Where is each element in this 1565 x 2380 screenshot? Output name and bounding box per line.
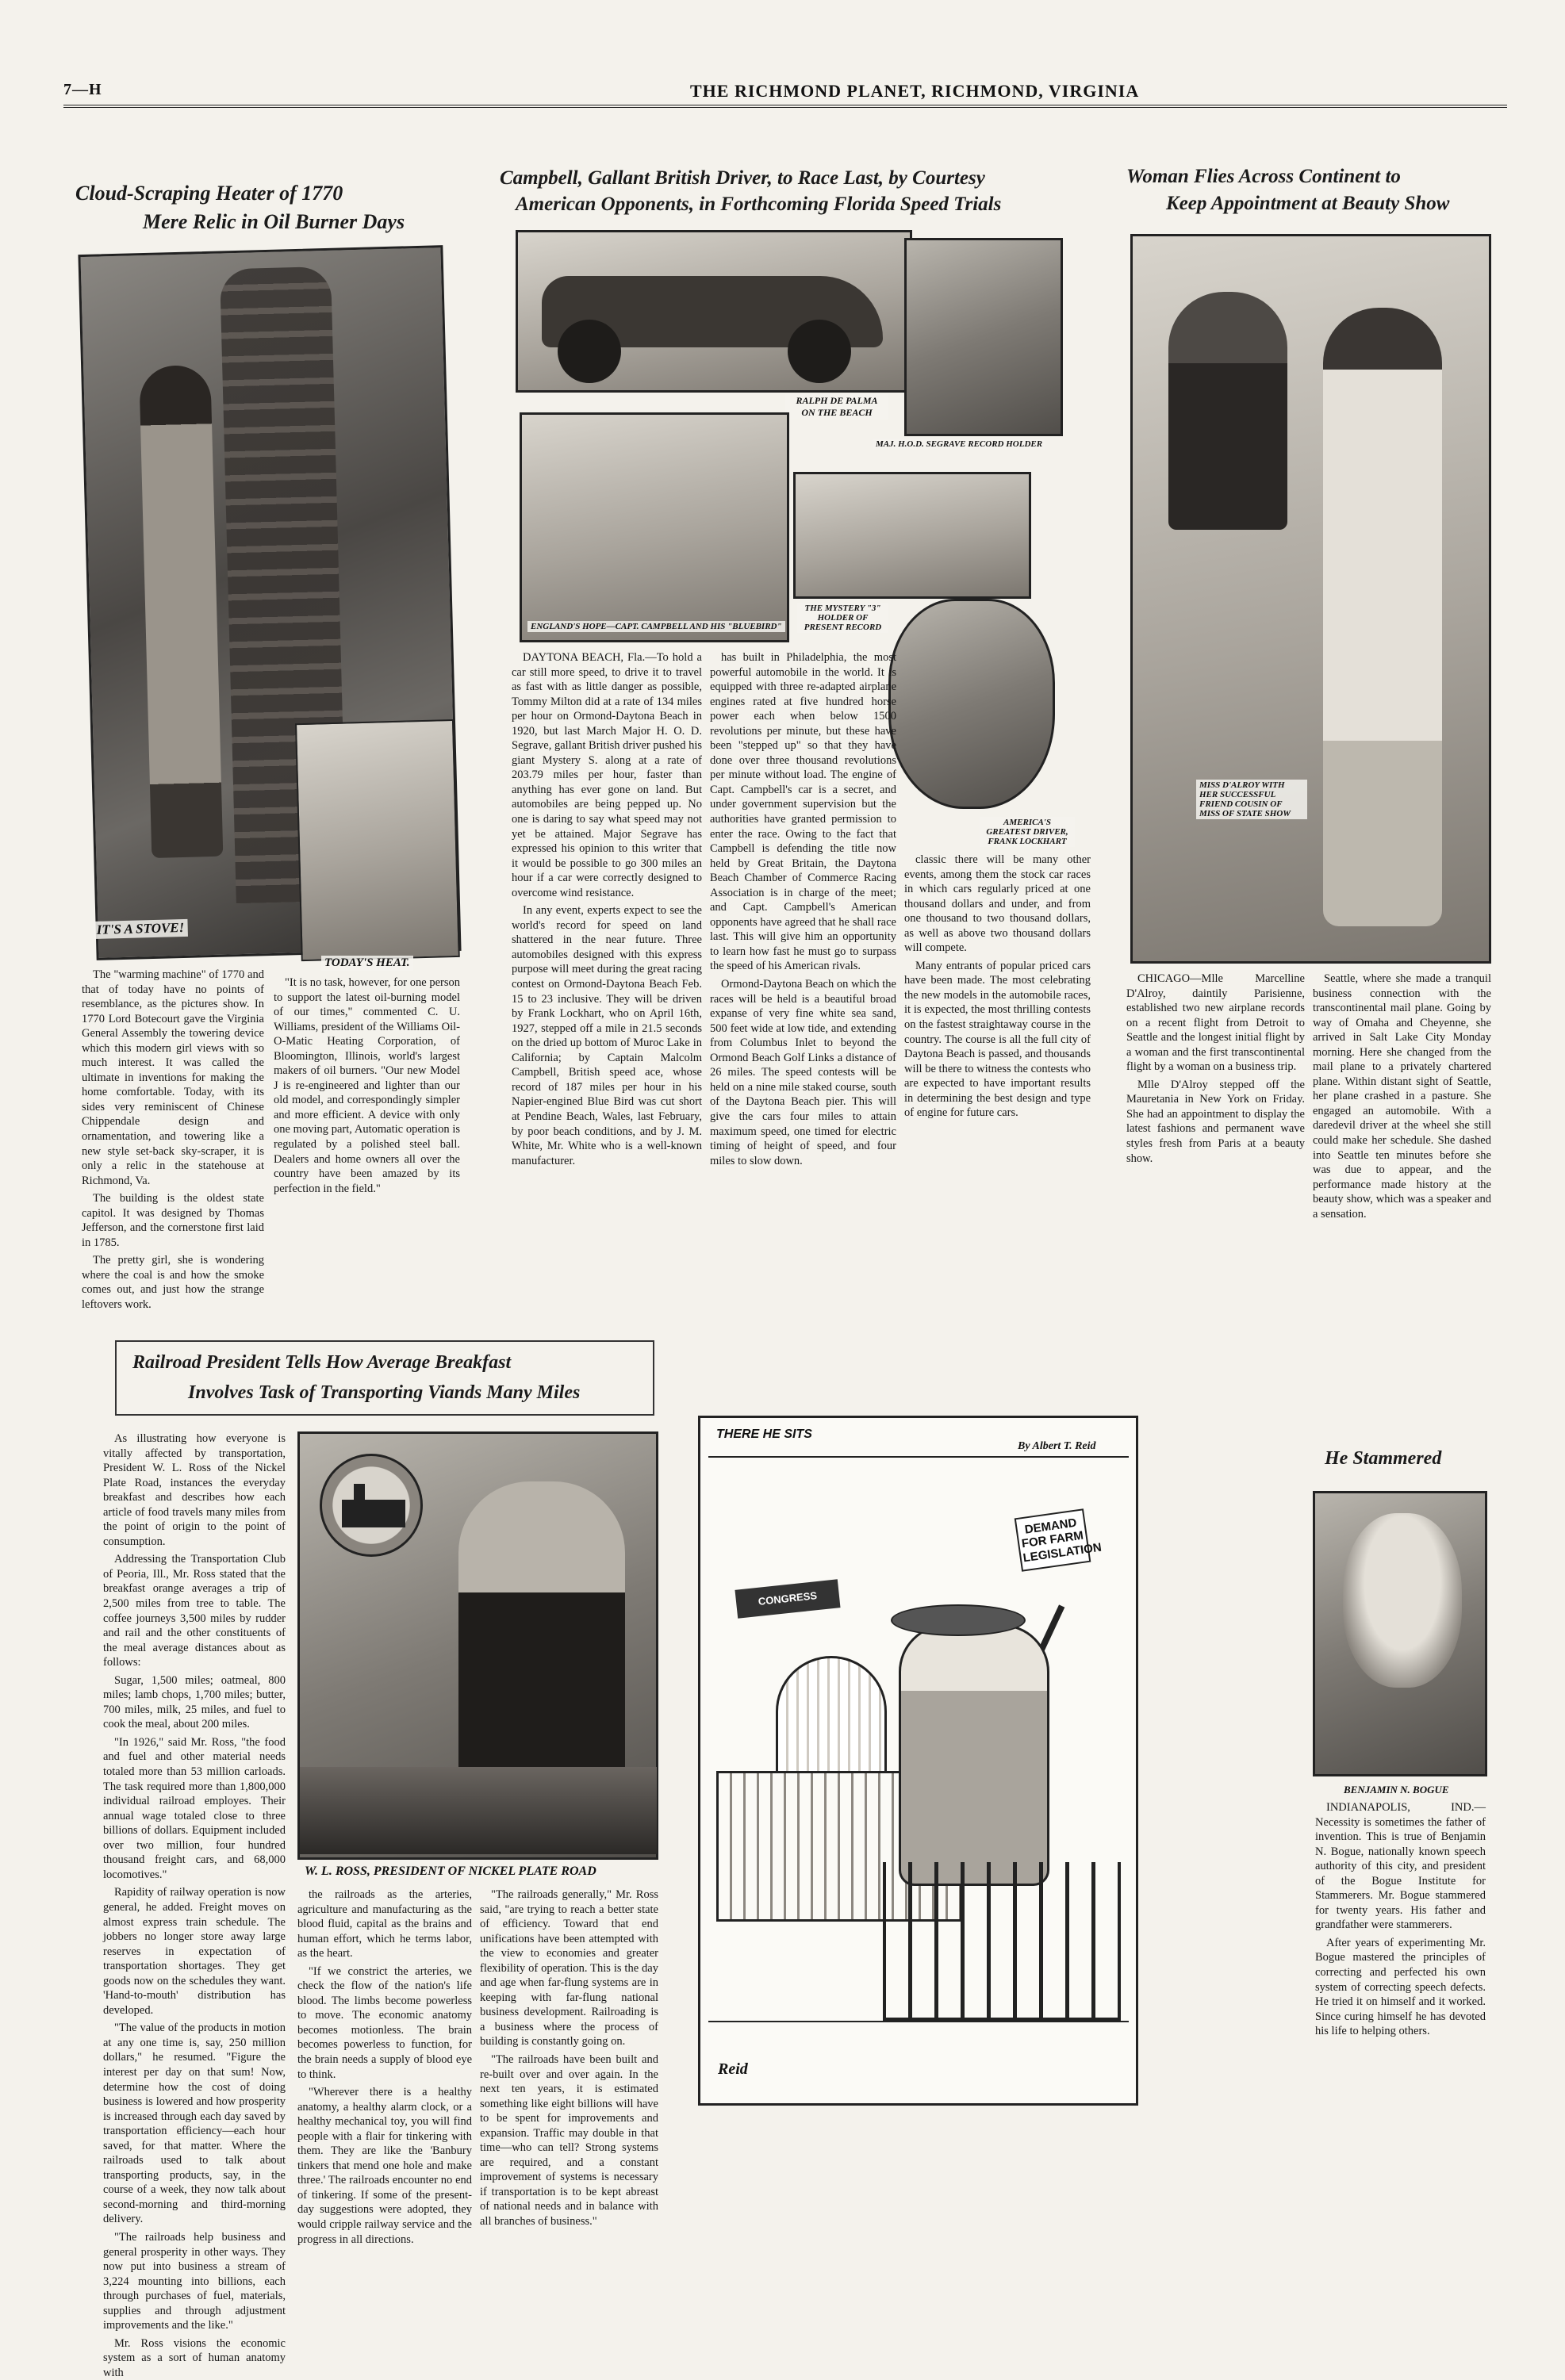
story-campbell xyxy=(492,155,1110,1167)
railroad-paragraph: Mr. Ross visions the economic system as a sort of human anatomy with xyxy=(103,2336,286,2379)
masthead-rule xyxy=(63,105,1507,108)
bogue-face xyxy=(1343,1513,1462,1688)
cartoon-top-rule xyxy=(708,1456,1129,1458)
cartoon-title: THERE HE SITS xyxy=(716,1428,812,1441)
ross-figure xyxy=(458,1481,625,1799)
railroad-headline-box xyxy=(115,1340,654,1416)
railroad-headline-2: Involves Task of Transporting Viands Many Miles xyxy=(188,1382,581,1403)
campbell-column-2 xyxy=(710,650,896,1167)
campbell-paragraph: Many entrants of popular priced cars have been made. The most celebrating the new models in the automobile races, it is expected, the most thrilling contests on the fastest straightaway course in the country. The course is all the full city of Daytona Beach is passed, and thousands will be there to witness the contests who are expected to have important results in determining the best design and type of engine for future cars. xyxy=(904,959,1091,1120)
capitol-dome xyxy=(776,1656,887,1775)
depalma-race-car-photo xyxy=(516,230,912,393)
woman-paragraph: CHICAGO—Mlle Marcelline D'Alroy, daintily Parisienne, established two new airplane records on a recent flight from Detroit to Seattle and the longest initial flight by a woman and the first transcontinental flight by a woman on a business trip. xyxy=(1126,972,1305,1074)
stove-paragraph: The building is the oldest state capitol. It was designed by Thomas Jefferson, and the cornerstone first laid in 1785. xyxy=(82,1192,264,1249)
railroad-paragraph: Sugar, 1,500 miles; oatmeal, 800 miles; lamb chops, 1,700 miles; butter, 700 miles, milk, 25 miles, and fuel to cook the meal, about 200 miles. xyxy=(103,1673,286,1731)
railroad-paragraph: "The railroads generally," Mr. Ross said, "are trying to reach a better state of efficiency. Toward that end unifications have been attempted with the view to economies and greater flexibility of operation. This is the day and age when far-flung systems are in keeping with far-flung national business development. Railroading is a business where the process of building is constantly going on. xyxy=(480,1888,658,2048)
stove-photo xyxy=(78,245,461,960)
railroad-paragraph: "The railroads have been built and re-built over and over again. In the next ten years, it is estimated something like eight billions will have to be spent for improvements and expansion. Traffic may double in that time—who can tell? Strong systems are required, and a constant improvement of systems is necessary if transportation is to be kept abreast of national needs and in balance with all branches of business." xyxy=(480,2053,658,2229)
race-car-wheel xyxy=(558,320,621,383)
railroad-column-1 xyxy=(103,1431,286,2379)
woman-headline-2: Keep Appointment at Beauty Show xyxy=(1166,193,1450,214)
depalma-caption: RALPH DE PALMA ON THE BEACH xyxy=(785,394,888,420)
campbell-paragraph: has built in Philadelphia, the most powerful automobile in the world. It is equipped with three re-adapted airplane engines rated at five hundred horse power each when below 1500 revolutions per minute, but these have been "stepped up" so that they have done over three thousand revolutions per minute without load. The engine of Capt. Campbell's car is a secret, and under government supervision but the authorities have granted permission to enter the race. Owing to the fact that Campbell is defending the title now held by Great Britain, the Daytona Beach Chamber of Commerce Racing Association is in charge of the meet; and Capt. Campbell's American opponents have agreed that he shall race last. This will give him an opportunity to learn how fast he must go to surpass the speed of his American rivals. xyxy=(710,651,896,973)
railroad-headline-1: Railroad President Tells How Average Breakfast xyxy=(132,1352,512,1373)
woman-paragraph: Mlle D'Alroy stepped off the Mauretania in New York on Friday. She had an appointment to display the latest fashions and permanent wave styles fresh from Paris at a beauty show. xyxy=(1126,1078,1305,1165)
segrave-portrait-photo xyxy=(904,238,1063,436)
railroad-paragraph: the railroads as the arteries, agriculture and manufacturing as the blood fluid, capital as the brains and human effort, which he terms labor, as the heart. xyxy=(297,1888,472,1960)
race-car-wheel xyxy=(788,320,851,383)
stove-paragraph: "It is no task, however, for one person to support the latest oil-burning model of our times," commented C. U. Williams, president of the Williams Oil-O-Matic Heating Corporation, of Bloomington, Illinois, world's largest makers of oil burners. "Our new Model J is re-engineered and lighter than our old model, and correspondingly simpler and more efficient. A device with only one moving part, Automatic operation is regulated by a polished steel ball. Dealers and home owners all over the country have been amazed by its perfection in the field." xyxy=(274,976,460,1195)
campbell-caption: ENGLAND'S HOPE—CAPT. CAMPBELL AND HIS "BLUEBIRD" xyxy=(527,621,785,632)
woman-column-1 xyxy=(1126,972,1305,1209)
stammerer-paragraph: INDIANAPOLIS, IND.—Necessity is sometimes the father of invention. This is true of Benjamin N. Bogue, nationally known speech authority of this city, and president of the Bogue Institute for Stammerers. Mr. Bogue stammered for twenty years. His father and grandfather were stammerers. xyxy=(1315,1801,1486,1932)
page-number: 7—H xyxy=(63,81,102,98)
farmer-figure xyxy=(899,1624,1049,1886)
locomotive-stack xyxy=(354,1484,365,1501)
campbell-paragraph: Ormond-Daytona Beach on which the races will be held is a beautiful broad expanse of very fine white sea sand, 500 feet wide at low tide, and extending from Columbus Inlet to beyond the Ormond Beach Golf Links a distance of 26 miles. The speed contests will be held on a nine mile staked course, south of the Daytona Beach pier. This will give the cars four miles to attain maximum speed, one timed for electric timing of height of speed, and four miles to slow down. xyxy=(710,978,896,1167)
desk-shape xyxy=(300,1767,657,1854)
railroad-paragraph: As illustrating how everyone is vitally affected by transportation, President W. L. Ross of the Nickel Plate Road, instances the everyday breakfast and describes how each article of food travels many miles from the point of origin to the point of consumption. xyxy=(103,1432,286,1548)
stammerer-paragraph: After years of experimenting Mr. Bogue mastered the principles of correcting and perfected his own system of correcting speech defects. He tried it on himself and it worked. Since curing himself he has devoted his life to helping others. xyxy=(1315,1936,1486,2038)
story-railroad xyxy=(103,1340,666,2379)
ross-portrait-photo xyxy=(297,1431,658,1860)
farm-legislation-sign: DEMAND FOR FARM LEGISLATION xyxy=(1015,1508,1091,1571)
railroad-paragraph: "In 1926," said Mr. Ross, "the food and fuel and other material needs totaled more than 53 million carloads. The task required more than 1,800,000 individual railroad employes. Their annual wage totaled close to three billions of dollars. Equipment included over two million, four hundred thousand freight cars, and 68,000 locomotives." xyxy=(103,1735,286,1881)
stove-column-1 xyxy=(82,968,264,1312)
story-woman-flier xyxy=(1122,159,1495,1221)
capitol-flag: CONGRESS xyxy=(735,1579,840,1618)
story-stammerer xyxy=(1309,1447,1491,2177)
stove-paragraph: The "warming machine" of 1770 and that of today have no points of resemblance, as the pictures show. In 1770 Lord Botecourt gave the Virginia General Assembly the towering device which this modern girl views with so much interest. It was called the ultimate in inventions for making the home comfortable. Today, with its sides very reminiscent of Chinese Chippendale design and ornamentation, and towering like a new style set-back sky-scraper, it is only a relic in the statehouse at Richmond, Va. xyxy=(82,968,264,1187)
ross-caption: W. L. ROSS, PRESIDENT OF NICKEL PLATE ROAD xyxy=(305,1865,596,1878)
campbell-paragraph: In any event, experts expect to see the world's record for speed on land shattered in the near future. Three automobiles designed with this express purpose will meet during the great racing contest on Ormond-Daytona Beach Feb. 15 to 23 inclusive. They will be driven by Frank Lockhart, who on April 16th, 1927, stepped off a mile in 21.5 seconds on the dried up bottom of Muroc Lake in California; by Captain Malcolm Campbell, British speed ace, whose record of 187 miles per hour in his Napier-engined Blue Bird was cut short at Pendine Beach, Wales, last February, by poor beach conditions, and by J. M. White, Mr. White who is a well-known manufacturer. xyxy=(512,904,702,1167)
campbell-headline-1: Campbell, Gallant British Driver, to Race Last, by Courtesy xyxy=(500,167,985,189)
stove-caption: IT'S A STOVE! xyxy=(93,919,187,939)
cartoon-byline: By Albert T. Reid xyxy=(1018,1440,1096,1452)
campbell-paragraph: classic there will be many other events, among them the stock car races in which cars regularly priced at one thousand dollars and under, and from one thousand to two thousand dollars, as well as above two thousand dollars will compete. xyxy=(904,853,1091,955)
locomotive-emblem-icon xyxy=(320,1454,423,1557)
farmer-hat xyxy=(891,1604,1026,1636)
stammerer-headline: He Stammered xyxy=(1325,1448,1442,1469)
mystery-caption: THE MYSTERY "3" HOLDER OF PRESENT RECORD xyxy=(797,603,888,633)
campbell-headline-2: American Opponents, in Forthcoming Florida Speed Trials xyxy=(516,194,1002,215)
railroad-paragraph: Rapidity of railway operation is now general, he added. Freight moves on almost express train schedule. The jobbers no longer store away large reserves in expectation of transportation shortages. They get goods now on the schedules they want. 'Hand-to-mouth' distribution has developed. xyxy=(103,1886,286,2017)
girl-figure xyxy=(139,365,223,858)
woman-column-2 xyxy=(1313,972,1491,1221)
lockhart-portrait-photo xyxy=(888,599,1055,809)
stove-column-2 xyxy=(274,975,460,1221)
lockhart-caption: AMERICA'S GREATEST DRIVER, FRANK LOCKHART xyxy=(980,817,1075,847)
mystery-car-photo xyxy=(793,472,1031,599)
railroad-paragraph: "Wherever there is a healthy anatomy, a healthy alarm clock, or a healthy mechanical toy, you will find people with a flair for tinkering with them. They are like the 'Banbury tinkers that mend one hole and make three.' The railroads encounter no end of tinkering. If some of the present-day suggestions were adopted, they would cripple railway service and the progress in all directions. xyxy=(297,2086,472,2246)
railroad-paragraph: Addressing the Transportation Club of Peoria, Ill., Mr. Ross stated that the breakfast orange averages a trip of 2,500 miles from tree to table. The coffee journeys 3,500 miles by rudder and rail and the other constituents of the meal average distances about as follows: xyxy=(103,1553,286,1669)
segrave-caption: MAJ. H.O.D. SEGRAVE RECORD HOLDER xyxy=(873,439,1045,450)
man-figure xyxy=(1168,292,1287,530)
woman-figure xyxy=(1323,308,1442,926)
masthead xyxy=(63,79,1507,105)
railroad-paragraph: "The value of the products in motion at any one time is, say, 250 million dollars," he resumed. "Figure the interest per day on that sum! Now, determine how the cost of doing business is lowered and how prosperity is increased through each day saved by transportation efficiency—each hour saved, for that matter. Where the railroads used to talk about transporting products, say, in the course of a week, they now talk about second-morning and third-morning delivery. xyxy=(103,2022,286,2226)
locomotive-body xyxy=(342,1500,405,1527)
campbell-column-3 xyxy=(904,853,1091,1120)
campbell-column-1 xyxy=(512,650,703,1167)
ground-line xyxy=(708,2021,1129,2022)
woman-headline-1: Woman Flies Across Continent to xyxy=(1126,166,1401,187)
woman-flier-photo xyxy=(1130,234,1491,964)
bogue-caption: BENJAMIN N. BOGUE xyxy=(1344,1784,1449,1796)
woman-caption: MISS D'ALROY WITH HER SUCCESSFUL FRIEND COUSIN OF MISS OF STATE SHOW xyxy=(1196,780,1307,819)
campbell-bluebird-photo xyxy=(520,412,789,642)
stove-paragraph: The pretty girl, she is wondering where the coal is and how the smoke comes out, and just how the strange leftovers work. xyxy=(82,1254,264,1312)
bogue-portrait-photo xyxy=(1313,1491,1487,1776)
railroad-column-3 xyxy=(480,1888,658,2229)
campbell-paragraph: DAYTONA BEACH, Fla.—To hold a car still more speed, to drive it to travel as fast with as little danger as possible, Tommy Milton did at a rate of 134 miles per hour on Ormond-Daytona Beach in 1920, but last March Major H. O. D. Segrave, gallant British driver pushed his giant Mystery S. along at a rate of 203.79 miles per hour, faster than anything has ever gone on land. But automobiles are being pepped up. No one is daring to say what speed may not yet be attained. Major Segrave has expressed his opinion to this writer that it would be possible to go 300 miles an hour if a car were correctly designed to overcome wind resistance. xyxy=(512,651,703,899)
heat-caption: TODAY'S HEAT. xyxy=(321,956,413,971)
stove-headline-2: Mere Relic in Oil Burner Days xyxy=(143,210,405,233)
railroad-paragraph: "The railroads help business and general prosperity in other ways. They now put into business a stream of 3,224 mounting into billions, each through purchases of fuel, materials, supplies and through adjustment improvements and the like." xyxy=(103,2230,286,2332)
rocking-chair xyxy=(883,1862,1121,2021)
stammerer-column xyxy=(1315,1800,1486,2141)
newspaper-title: THE RICHMOND PLANET, RICHMOND, VIRGINIA xyxy=(690,81,1140,101)
oil-burner-inset-photo xyxy=(295,719,460,961)
railroad-column-2 xyxy=(297,1888,472,2246)
editorial-cartoon xyxy=(698,1416,1138,2106)
story-stove xyxy=(75,174,464,1312)
woman-paragraph: Seattle, where she made a tranquil business connection with the transcontinental mail plane. Going by way of Omaha and Cheyenne, she arrived in Salt Lake City Monday morning. Here she changed from the mail plane to a privately chartered plane. Within distant sight of Seattle, her plane crashed in a pasture. She engaged an automobile. With a daredevil driver at the wheel she still could make her schedule. She dashed into Seattle ten minutes before she was due to appear, and the performance made history at the beauty show, which was a speaker and a sensation. xyxy=(1313,972,1491,1221)
railroad-paragraph: "If we constrict the arteries, we check the flow of the nation's life blood. The limbs become powerless to move. The economic anatomy becomes motionless. The brain becomes powerless to function, for the brain needs a supply of blood eye to think. xyxy=(297,1964,472,2081)
stove-headline-1: Cloud-Scraping Heater of 1770 xyxy=(75,182,343,205)
cartoon-signature: Reid xyxy=(718,2060,748,2078)
